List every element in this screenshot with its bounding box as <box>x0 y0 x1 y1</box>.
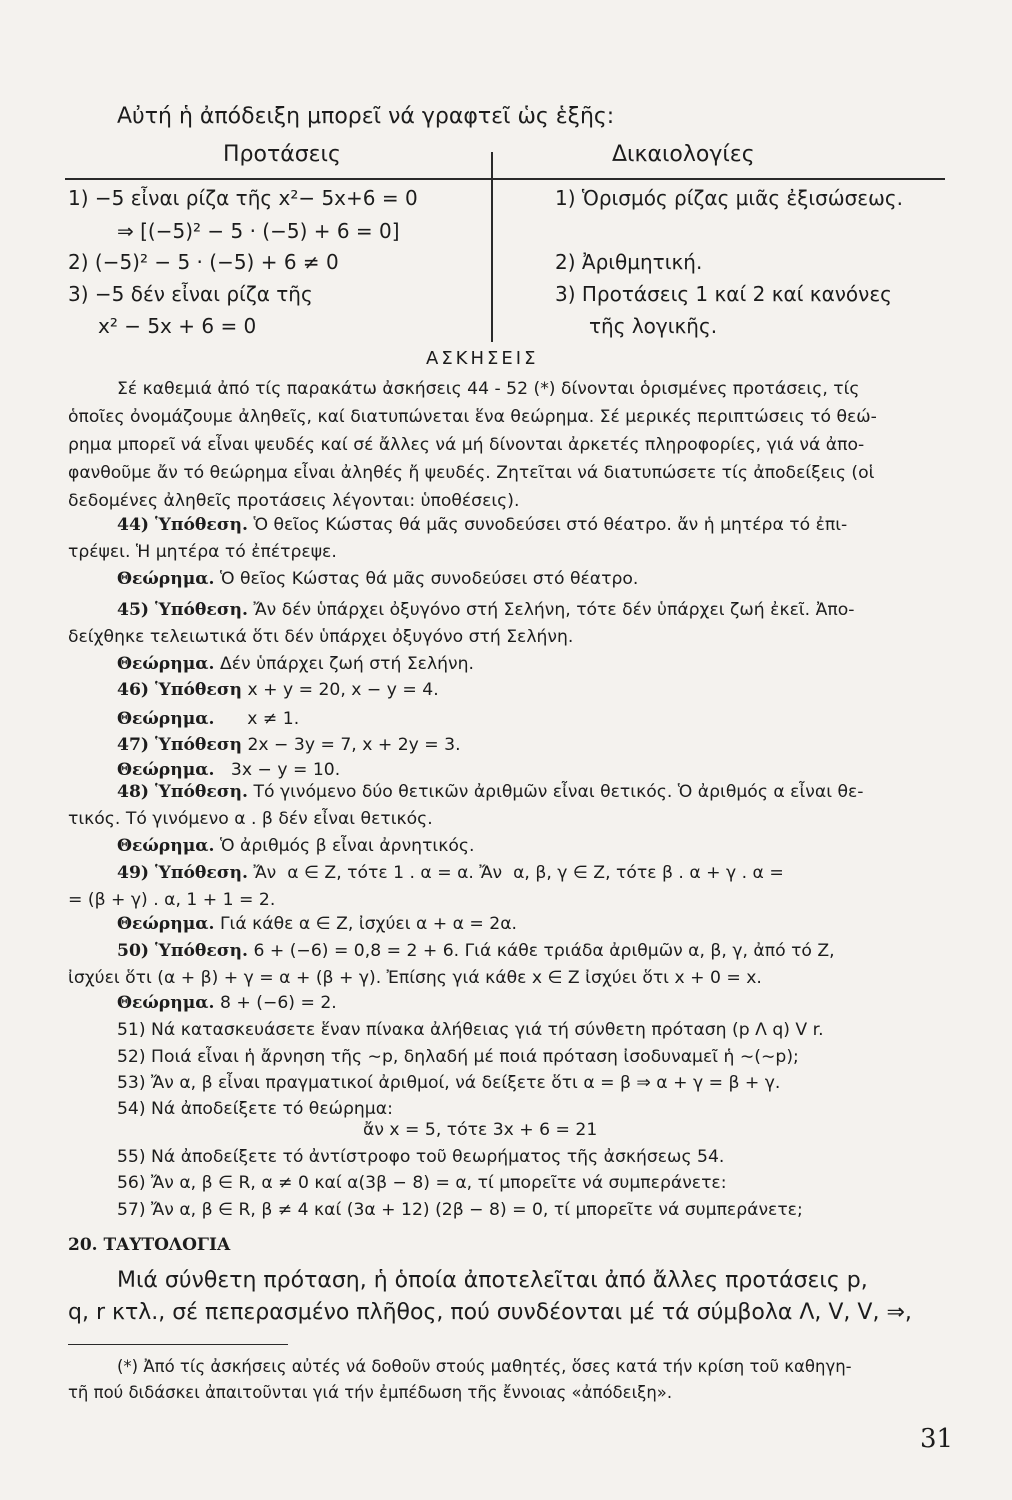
table-right-row: 1) Ὁρισμός ρίζας μιᾶς ἐξισώσεως. <box>555 186 903 210</box>
exercise-text: Δέν ὑπάρχει ζωή στή Σελήνη. <box>214 654 474 674</box>
exercise-label: 45) Ὑπόθεση. <box>117 600 248 620</box>
exercise-label: Θεώρημα. <box>117 569 215 589</box>
footnote-line: τῆ πού διδάσκει ἀπαιτοῦνται γιά τήν ἐμπέδωση τῆς ἔννοιας «ἀπόδειξη». <box>68 1383 673 1402</box>
exercise-text: δείχθηκε τελειωτικά ὅτι δέν ὑπάρχει ὀξυγόνο στή Σελήνη. <box>68 627 574 647</box>
exercise-line <box>117 1147 724 1167</box>
intro-text: Αὐτή ἡ ἀπόδειξη μπορεῖ νά γραφτεῖ ὡς ἑξῆς: <box>117 104 615 129</box>
exercise-text: Ὁ θεῖος Κώστας θά μᾶς συνοδεύσει στό θέατρο. ἄν ἡ μητέρα τό ἐπι- <box>248 515 848 535</box>
exercise-text: 3x − y = 10. <box>214 760 341 780</box>
exercise-text: x + y = 20, x − y = 4. <box>242 680 439 700</box>
table-header-rule <box>65 178 945 180</box>
table-column-divider <box>491 152 493 342</box>
exercise-line <box>117 1200 803 1220</box>
exercise-line <box>117 654 474 674</box>
exercise-line <box>68 542 337 562</box>
exercise-text: 51) Νά κατασκευάσετε ἕναν πίνακα ἀλήθειας γιά τή σύνθετη πρόταση (p Λ q) V r. <box>117 1020 824 1040</box>
exercise-text: x ≠ 1. <box>214 709 300 729</box>
exercise-text: Τό γινόμενο δύο θετικῶν ἀριθμῶν εἶναι θετικός. Ὁ ἀριθμός α εἶναι θε- <box>248 782 864 802</box>
exercise-line <box>117 760 340 780</box>
exercise-text: 6 + (−6) = 0,8 = 2 + 6. Γιά κάθε τριάδα ἀριθμῶν α, β, γ, ἀπό τό Z, <box>248 941 835 961</box>
exercise-label: Θεώρημα. <box>117 836 215 856</box>
exercise-line <box>68 627 573 647</box>
exercise-label: 46) Ὑπόθεση <box>117 680 243 700</box>
table-right-row: τῆς λογικῆς. <box>589 314 718 338</box>
instructions-line: δεδομένες ἀληθεῖς προτάσεις λέγονται: ὑποθέσεις). <box>68 491 520 511</box>
exercise-text: 55) Νά ἀποδείξετε τό ἀντίστροφο τοῦ θεωρήματος τῆς ἀσκήσεως 54. <box>117 1147 725 1167</box>
exercise-text: Ὁ θεῖος Κώστας θά μᾶς συνοδεύσει στό θέατρο. <box>214 569 639 589</box>
footnote-line: (*) Ἀπό τίς ἀσκήσεις αὐτές νά δοθοῦν στούς μαθητές, ὅσες κατά τήν κρίση τοῦ καθηγη- <box>117 1357 852 1376</box>
exercise-line <box>117 1073 780 1093</box>
exercise-line <box>117 515 847 535</box>
instructions-line: Σέ καθεμιά ἀπό τίς παρακάτω ἀσκήσεις 44 - 52 (*) δίνονται ὁρισμένες προτάσεις, τίς <box>117 379 860 399</box>
exercise-line <box>68 890 275 910</box>
table-header-justifications: Δικαιολογίες <box>612 142 755 167</box>
footnote-rule <box>68 1344 288 1345</box>
exercise-text: 57) Ἄν α, β ∈ R, β ≠ 4 καί (3α + 12) (2β − 8) = 0, τί μπορεῖτε νά συμπεράνετε; <box>117 1200 803 1220</box>
table-left-row: 2) (−5)² − 5 · (−5) + 6 ≠ 0 <box>68 250 339 274</box>
exercise-text: 8 + (−6) = 2. <box>214 993 337 1013</box>
exercise-line <box>117 863 784 883</box>
exercise-line <box>117 914 517 934</box>
exercise-label: Θεώρημα. <box>117 654 215 674</box>
exercise-line <box>117 709 299 729</box>
section-20-title: 20. ΤΑΥΤΟΛΟΓΙΑ <box>68 1235 231 1255</box>
exercise-line <box>117 1047 799 1067</box>
exercise-text: = (β + γ) . α, 1 + 1 = 2. <box>68 890 276 910</box>
exercise-text: τικός. Τό γινόμενο α . β δέν εἶναι θετικός. <box>68 809 433 829</box>
exercise-line <box>363 1120 597 1140</box>
exercise-label: 50) Ὑπόθεση. <box>117 941 248 961</box>
table-left-row: 3) −5 δέν εἶναι ρίζα τῆς <box>68 282 313 306</box>
instructions-line: φανθοῦμε ἄν τό θεώρημα εἶναι ἀληθές ἤ ψευδές. Ζητεῖται νά διατυπώσετε τίς ἀποδείξεις (οἱ <box>68 463 875 483</box>
instructions-line: ὁποῖες ὀνομάζουμε ἀληθεῖς, καί διατυπώνεται ἕνα θεώρημα. Σέ μερικές περιπτώσεις τό θεώ- <box>68 407 877 427</box>
exercise-text: 2x − 3y = 7, x + 2y = 3. <box>242 735 461 755</box>
exercise-label: Θεώρημα. <box>117 914 215 934</box>
exercise-text: τρέψει. Ἡ μητέρα τό ἐπέτρεψε. <box>68 542 337 562</box>
exercise-label: 47) Ὑπόθεση <box>117 735 243 755</box>
exercise-text: Ἄν δέν ὑπάρχει ὀξυγόνο στή Σελήνη, τότε δέν ὑπάρχει ζωή ἐκεῖ. Ἀπο- <box>248 600 855 620</box>
exercise-line <box>68 968 762 988</box>
section-20-text-line: q, r κτλ., σέ πεπερασμένο πλῆθος, πού συνδέονται μέ τά σύμβολα Λ, V, V, ⇒, <box>68 1300 912 1325</box>
exercise-line <box>117 836 474 856</box>
exercise-line <box>117 600 854 620</box>
page-number: 31 <box>920 1424 954 1454</box>
table-left-row: ⇒ [(−5)² − 5 · (−5) + 6 = 0] <box>117 219 400 243</box>
exercise-line <box>117 941 835 961</box>
exercise-line <box>117 1173 727 1193</box>
exercise-line <box>68 809 433 829</box>
table-right-row: 3) Προτάσεις 1 καί 2 καί κανόνες <box>555 282 892 306</box>
exercise-text: Ἄν α ∈ Z, τότε 1 . α = α. Ἄν α, β, γ ∈ Z, τότε β . α + γ . α = <box>248 863 784 883</box>
exercise-text: Ὁ ἀριθμός β εἶναι ἀρνητικός. <box>214 836 475 856</box>
exercise-line <box>117 680 439 700</box>
exercise-label: Θεώρημα. <box>117 760 215 780</box>
section-20-text-line: Μιά σύνθετη πρόταση, ἡ ὁποία ἀποτελεῖται ἀπό ἄλλες προτάσεις p, <box>117 1268 868 1293</box>
exercise-line <box>117 735 461 755</box>
exercise-line <box>117 1020 824 1040</box>
exercise-text: ἄν x = 5, τότε 3x + 6 = 21 <box>363 1120 598 1140</box>
table-header-propositions: Προτάσεις <box>223 142 341 167</box>
table-right-row: 2) Ἀριθμητική. <box>555 250 703 274</box>
exercise-text: 54) Νά ἀποδείξετε τό θεώρημα: <box>117 1099 393 1119</box>
exercise-text: Γιά κάθε α ∈ Z, ἰσχύει α + α = 2α. <box>214 914 518 934</box>
table-left-row: x² − 5x + 6 = 0 <box>98 314 257 338</box>
exercise-line <box>117 782 864 802</box>
exercise-text: ἰσχύει ὅτι (α + β) + γ = α + (β + γ). Ἐπίσης γιά κάθε x ∈ Z ἰσχύει ὅτι x + 0 = x. <box>68 968 762 988</box>
exercise-line <box>117 1099 393 1119</box>
exercise-text: 53) Ἄν α, β εἶναι πραγματικοί ἀριθμοί, νά δείξετε ὅτι α = β ⇒ α + γ = β + γ. <box>117 1073 781 1093</box>
exercise-label: 49) Ὑπόθεση. <box>117 863 248 883</box>
instructions-line: ρημα μπορεῖ νά εἶναι ψευδές καί σέ ἄλλες νά μή δίνονται ἀρκετές πληροφορίες, γιά νά ἀπο- <box>68 435 865 455</box>
exercise-line <box>117 569 638 589</box>
table-left-row: 1) −5 εἶναι ρίζα τῆς x²− 5x+6 = 0 <box>68 186 418 210</box>
exercise-line <box>117 993 337 1013</box>
exercise-label: 44) Ὑπόθεση. <box>117 515 248 535</box>
exercise-text: 56) Ἄν α, β ∈ R, α ≠ 0 καί α(3β − 8) = α, τί μπορεῖτε νά συμπεράνετε: <box>117 1173 727 1193</box>
exercise-label: Θεώρημα. <box>117 709 215 729</box>
exercise-label: Θεώρημα. <box>117 993 215 1013</box>
exercise-text: 52) Ποιά εἶναι ἡ ἄρνηση τῆς ∼p, δηλαδή μέ ποιά πρόταση ἰσοδυναμεῖ ἡ ∼(∼p); <box>117 1047 799 1067</box>
exercise-label: 48) Ὑπόθεση. <box>117 782 248 802</box>
section-title-exercises: ΑΣΚΗΣΕΙΣ <box>426 348 539 369</box>
